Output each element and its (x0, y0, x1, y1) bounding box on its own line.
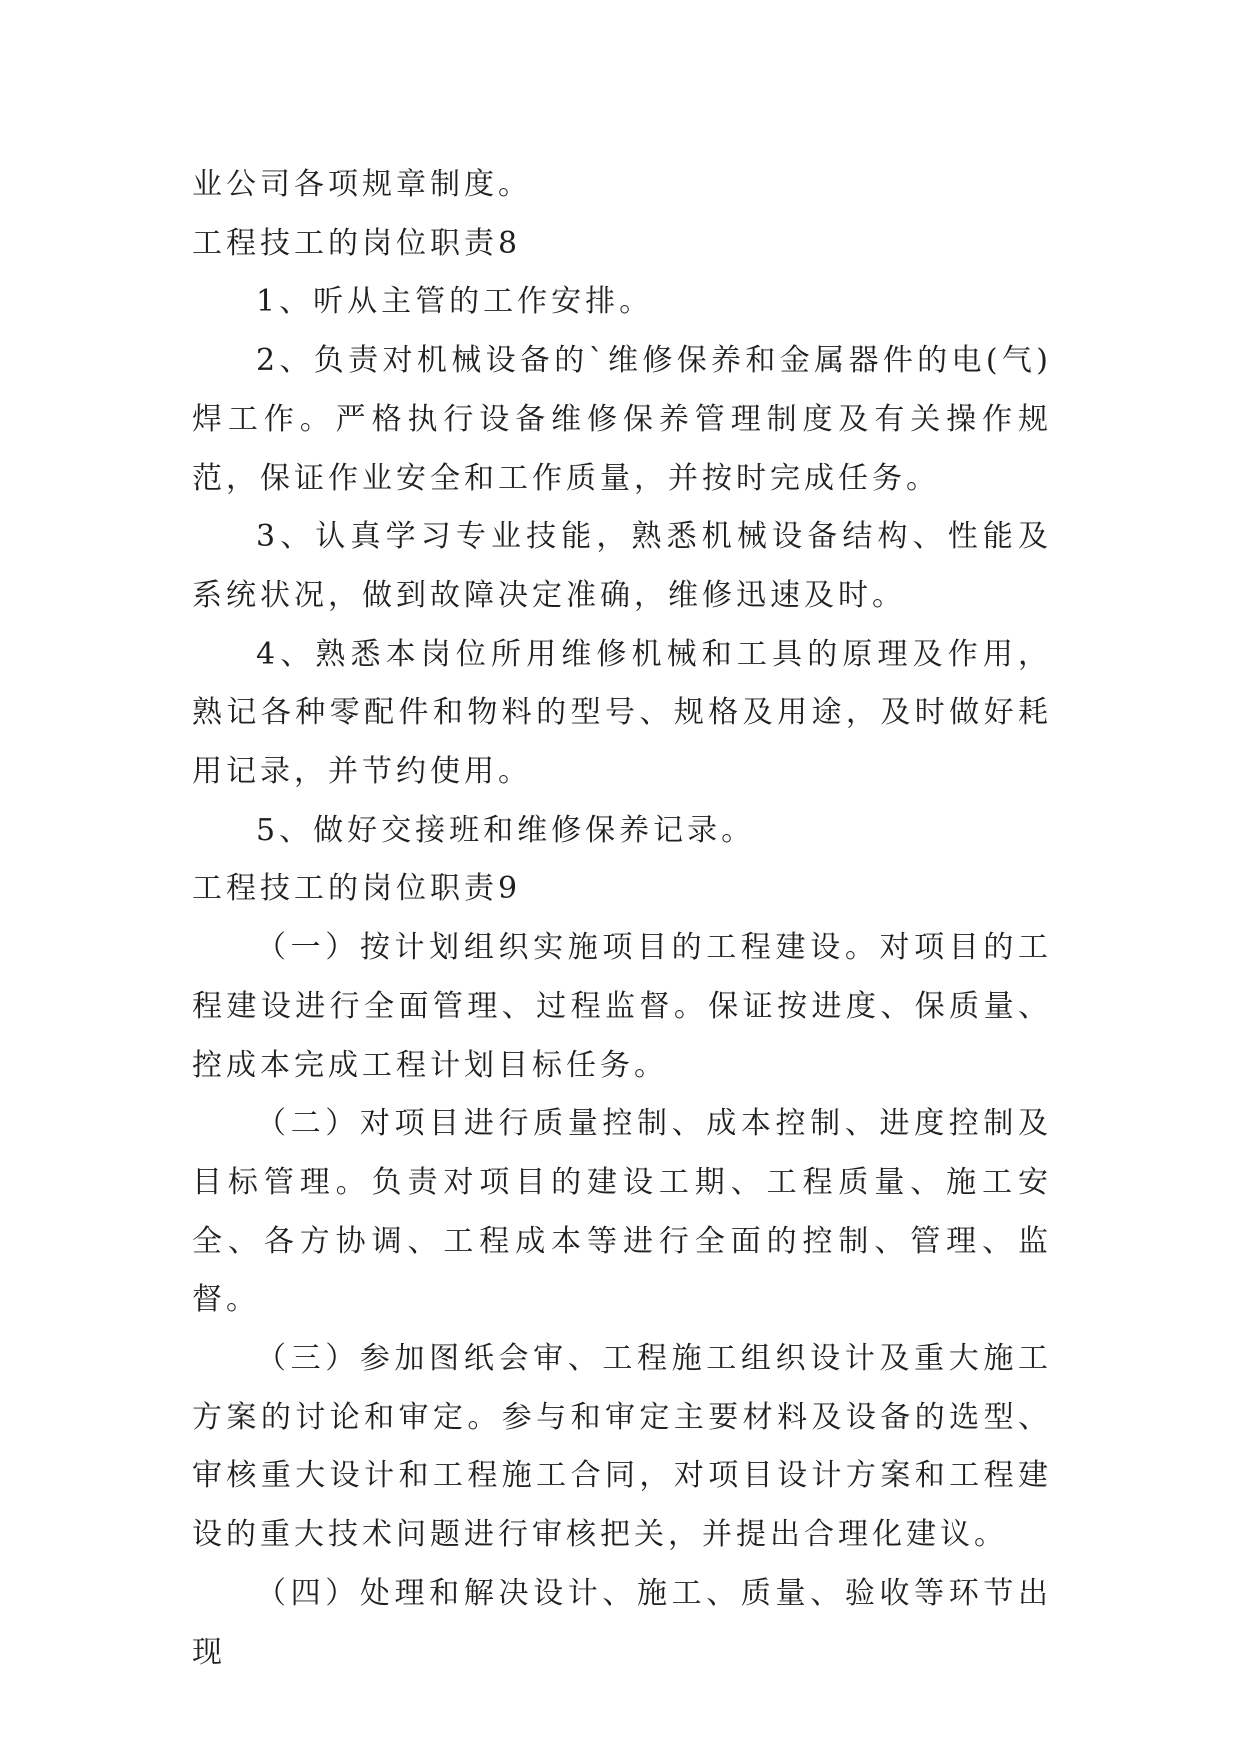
section-9-item-1: （一）按计划组织实施项目的工程建设。对项目的工程建设进行全面管理、过程监督。保证按进度、保质量、控成本完成工程计划目标任务。 (192, 930, 1052, 1083)
section-8-item-2: 2、负责对机械设备的`维修保养和金属器件的电(气)焊工作。严格执行设备维修保养管理制度及有关操作规范，保证作业安全和工作质量，并按时完成任务。 (192, 343, 1052, 496)
section-9-heading: 工程技工的岗位职责9 (192, 871, 522, 907)
section-9-item-2: （二）对项目进行质量控制、成本控制、进度控制及目标管理。负责对项目的建设工期、工程质量、施工安全、各方协调、工程成本等进行全面的控制、管理、监督。 (192, 1106, 1052, 1318)
section-9-item-3: （三）参加图纸会审、工程施工组织设计及重大施工方案的讨论和审定。参与和审定主要材料及设备的选型、审核重大设计和工程施工合同，对项目设计方案和工程建设的重大技术问题进行审核把关，并提出合理化建议。 (192, 1341, 1052, 1553)
section-8-item-3: 3、认真学习专业技能，熟悉机械设备结构、性能及系统状况，做到故障决定准确，维修迅速及时。 (192, 519, 1052, 613)
section-9-item-4: （四）处理和解决设计、施工、质量、验收等环节出现 (192, 1575, 1052, 1670)
section-8-item-4: 4、熟悉本岗位所用维修机械和工具的原理及作用，熟记各种零配件和物料的型号、规格及用途，及时做好耗用记录，并节约使用。 (192, 636, 1052, 790)
section-8-heading: 工程技工的岗位职责8 (192, 225, 522, 261)
section-8-item-1: 1、听从主管的工作安排。 (256, 284, 654, 320)
document-body (192, 156, 1052, 1682)
section-8-item-5: 5、做好交接班和维修保养记录。 (256, 812, 756, 848)
continuation-paragraph: 业公司各项规章制度。 (192, 167, 532, 202)
